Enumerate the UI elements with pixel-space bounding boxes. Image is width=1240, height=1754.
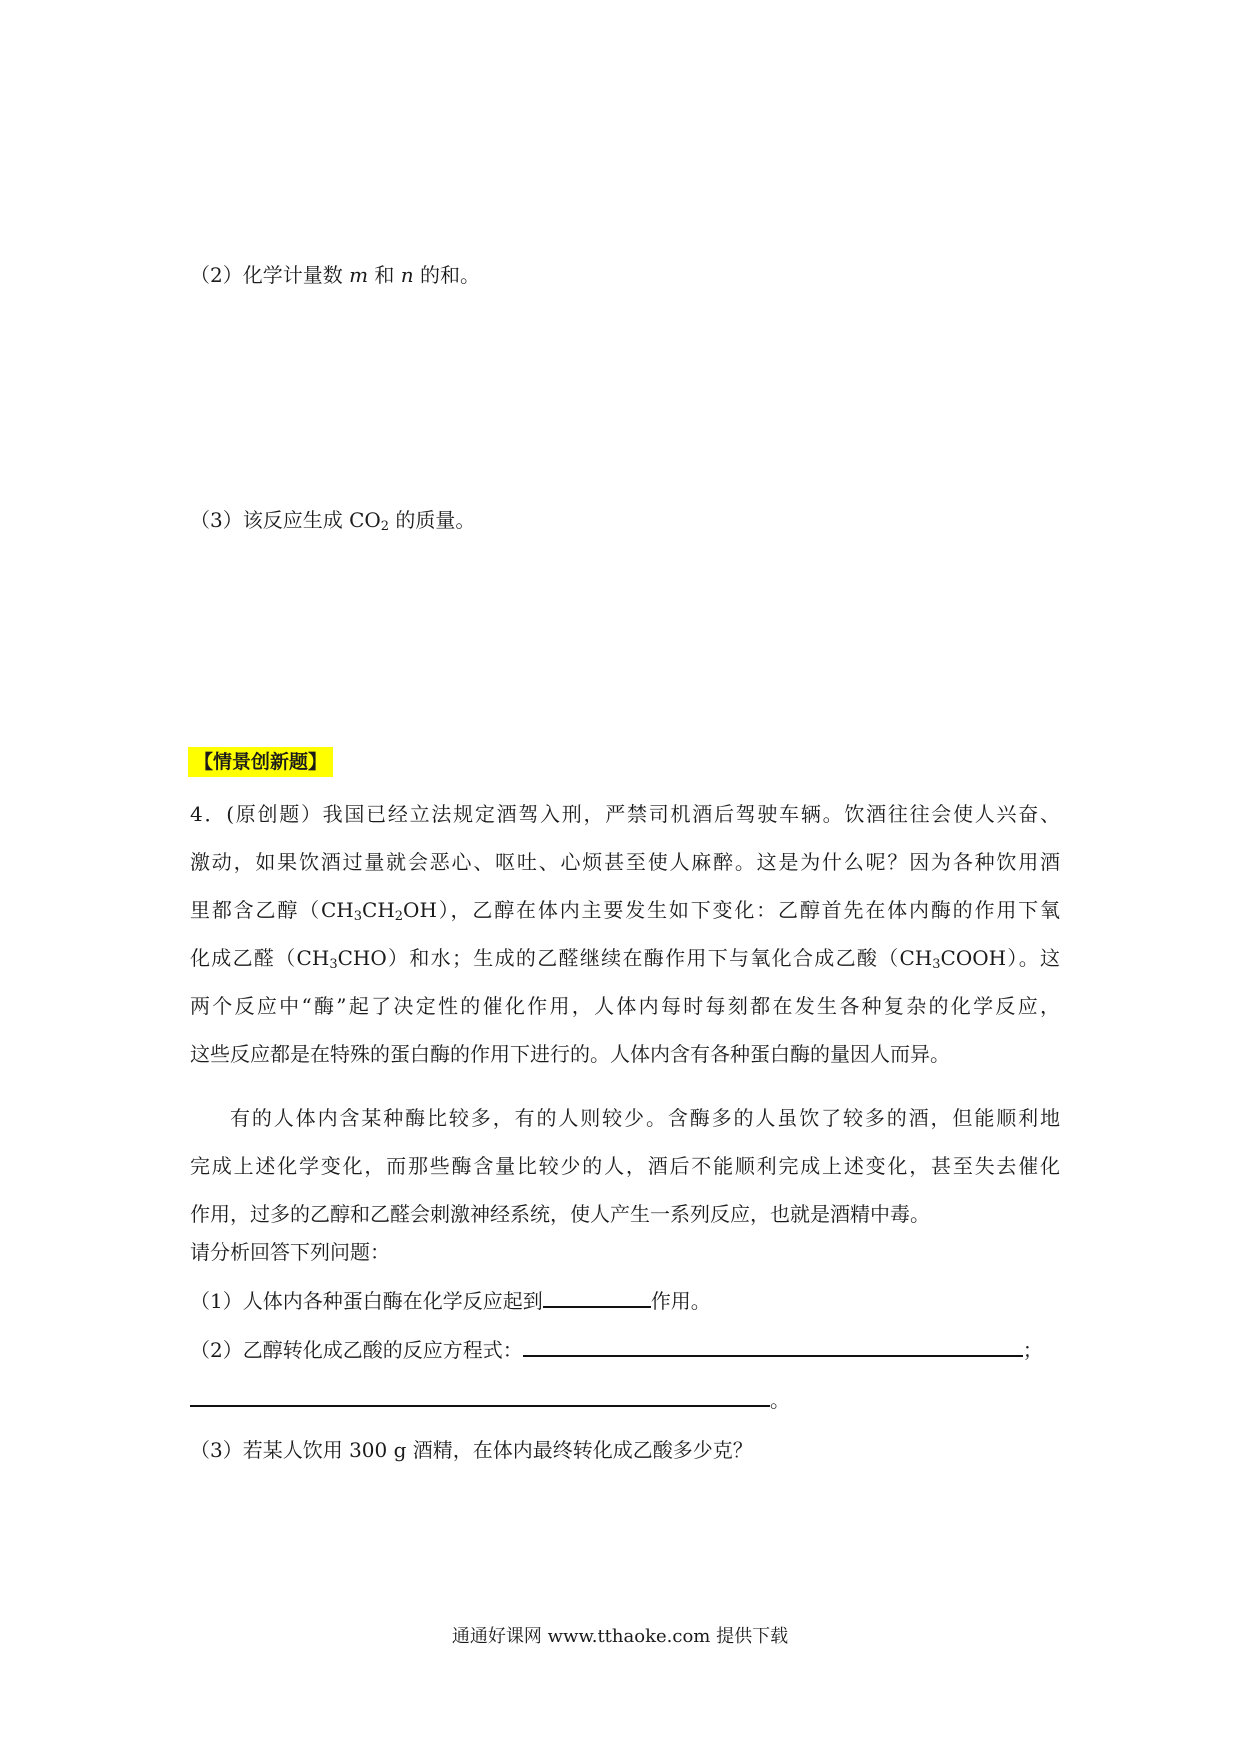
paragraph-line: 作用，过多的乙醇和乙醛会刺激神经系统，使人产生一系列反应，也就是酒精中毒。 bbox=[190, 1202, 930, 1226]
sub-question-1: （1）人体内各种蛋白酶在化学反应起到 作用。 bbox=[190, 1286, 711, 1315]
sub-question-2-continued: 。 bbox=[190, 1385, 790, 1414]
sub-question-2: （2）乙醇转化成乙酸的反应方程式： ； bbox=[190, 1335, 1043, 1364]
question-prompt: 请分析回答下列问题： bbox=[190, 1240, 390, 1264]
sub-question-3: （3）若某人饮用 300 g 酒精，在体内最终转化成乙酸多少克？ bbox=[190, 1438, 753, 1462]
question-4-paragraph-2 bbox=[190, 1094, 1060, 1238]
paragraph-line: 有的人体内含某种酶比较多，有的人则较少。含酶多的人虽饮了较多的酒，但能顺利地 bbox=[230, 1106, 1060, 1130]
question-3-previous: （3）该反应生成 $CO_2$ 的质量。 bbox=[190, 508, 476, 534]
answer-blank[interactable] bbox=[543, 1286, 651, 1308]
question-2-previous: （2）化学计量数 m 和 n 的和。 bbox=[190, 263, 481, 287]
paragraph-line: 4．(原创题）我国已经立法规定酒驾入刑，严禁司机酒后驾驶车辆。饮酒往往会使人兴奋、 bbox=[190, 802, 1060, 826]
section-tag: 【情景创新题】 bbox=[188, 747, 333, 777]
paragraph-line: 完成上述化学变化，而那些酶含量比较少的人，酒后不能顺利完成上述变化，甚至失去催化 bbox=[190, 1154, 1060, 1178]
answer-blank[interactable] bbox=[190, 1385, 770, 1407]
paragraph-line: 这些反应都是在特殊的蛋白酶的作用下进行的。人体内含有各种蛋白酶的量因人而异。 bbox=[190, 1042, 950, 1066]
paragraph-line: 激动，如果饮酒过量就会恶心、呕吐、心烦甚至使人麻醉。这是为什么呢？因为各种饮用酒 bbox=[190, 850, 1060, 874]
page-footer: 通通好课网 www.tthaoke.com 提供下载 bbox=[451, 1626, 789, 1647]
paragraph-line: 化成乙醛$(CH_3CHO)$和水；生成的乙醛继续在酶作用下与氧化合成乙酸$(CH_3COOH)$。这 bbox=[190, 946, 1061, 972]
question-4-paragraph-1 bbox=[190, 790, 1060, 1078]
answer-blank[interactable] bbox=[523, 1335, 1023, 1357]
paragraph-line: 里都含乙醇$(CH_3CH_2OH)$，乙醇在体内主要发生如下变化：乙醇首先在体内酶的作用下氧 bbox=[190, 898, 1060, 924]
paragraph-line: 两个反应中“酶”起了决定性的催化作用，人体内每时每刻都在发生各种复杂的化学反应， bbox=[190, 994, 1060, 1018]
